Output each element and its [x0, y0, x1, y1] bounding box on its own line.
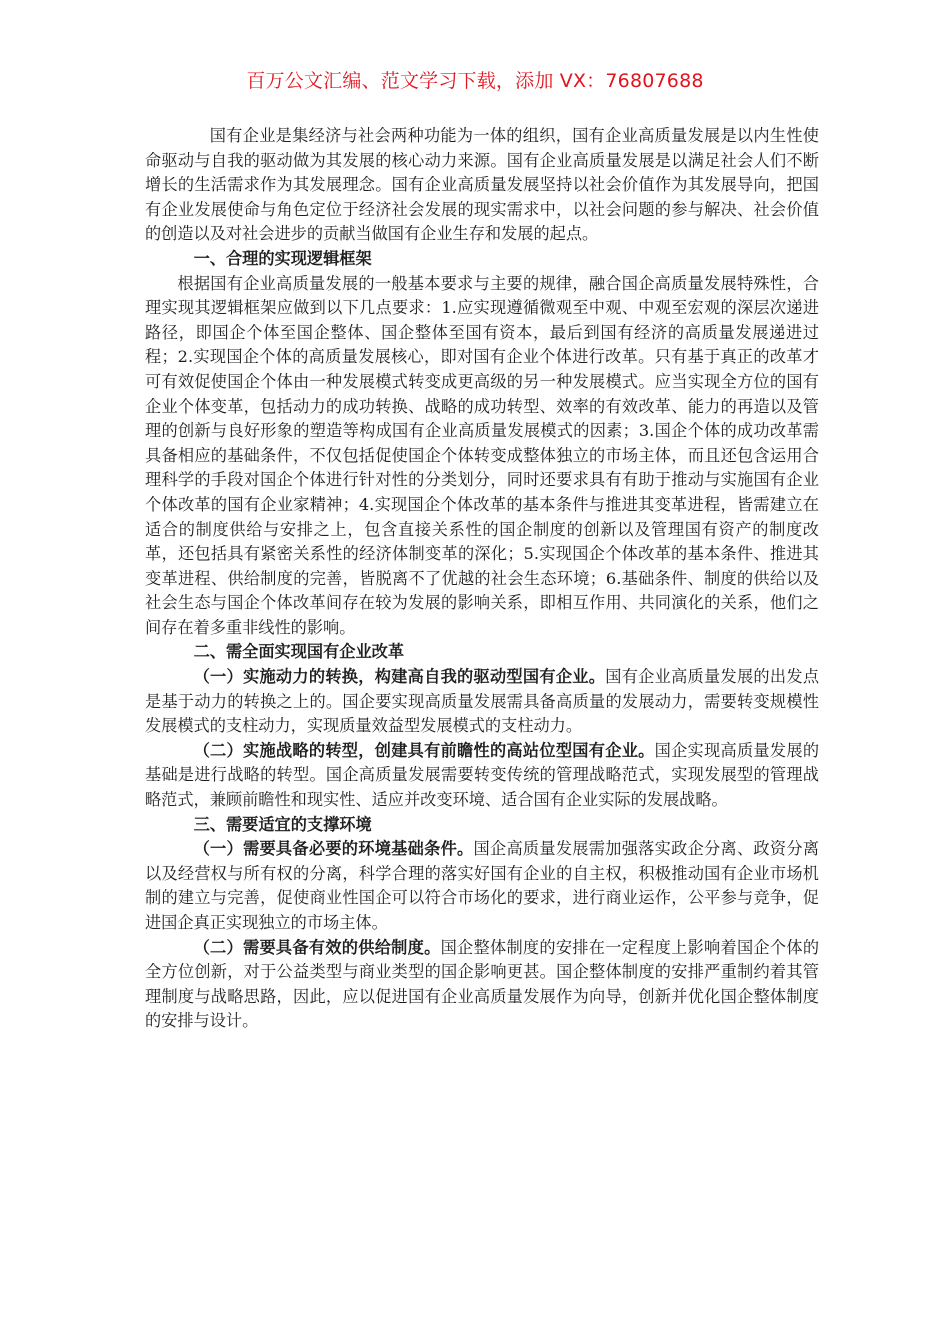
- section-2-item-1: [145, 665, 819, 739]
- item-lead-text: （一）需要具备必要的环境基础条件。: [193, 839, 474, 859]
- item-lead-text: （二）实施战略的转型，创建具有前瞻性的高站位型国有企业。: [193, 740, 655, 760]
- section-heading-2: 二、需全面实现国有企业改革: [193, 642, 405, 662]
- section-3-item-1: [145, 837, 819, 935]
- section-heading-3: 三、需要适宜的支撑环境: [193, 814, 372, 834]
- item-lead-text: （二）需要具备有效的供给制度。: [193, 937, 441, 957]
- section-3-item-2: [145, 936, 819, 1034]
- section-heading-1: 一、合理的实现逻辑框架: [193, 248, 372, 268]
- watermark-banner: 百万公文汇编、范文学习下载，添加 VX：76807688: [246, 70, 704, 92]
- section-1-paragraph: 根据国有企业高质量发展的一般基本要求与主要的规律，融合国企高质量发展特殊性，合理实现其逻辑框架应做到以下几点要求：1.应实现遵循微观至中观、中观至宏观的深层次递进路径，即国企个体至国企整体、国企整体至国有资本，最后到国有经济的高质量发展递进过程；2.实现国企个体的高质量发展核心，即对国有企业个体进行改革。只有基于真正的改革才可有效促使国企个体由一种发展模式转变成更高级的另一种发展模式。应当实现全方位的国有企业个体变革，包括动力的成功转换、战略的成功转型、效率的有效改革、能力的再造以及管理的创新与良好形象的塑造等构成国有企业高质量发展模式的因素；3.国企个体的成功改革需具备相应的基础条件，不仅包括促使国企个体转变成整体独立的市场主体，而且还包含运用合理科学的手段对国企个体进行针对性的分类划分，同时还要求具有有助于推动与实施国有企业个体改革的国有企业家精神；4.实现国企个体改革的基本条件与推进其变革进程，皆需建立在适合的制度供给与安排之上，包含直接关系性的国企制度的创新以及管理国有资产的制度改革，还包括具有紧密关系性的经济体制变革的深化；5.实现国企个体改革的基本条件、推进其变革进程、供给制度的完善，皆脱离不了优越的社会生态环境；6.基础条件、制度的供给以及社会生态与国企个体改革间存在较为发展的影响关系，即相互作用、共同演化的关系，他们之间存在着多重非线性的影响。: [145, 273, 819, 637]
- item-lead-text: （一）实施动力的转换，构建高自我的驱动型国有企业。: [193, 667, 606, 687]
- document-body: [145, 124, 819, 1034]
- item-body-text: 国企实现高质量发展的基础是进行战略的转型。国企高质量发展需要转变传统的管理战略范式，实现发展型的管理战略范式，兼顾前瞻性和现实性、适应并改变环境、适合国有企业实际的发展战略。: [145, 740, 820, 810]
- item-body-text: 国企整体制度的安排在一定程度上影响着国企个体的全方位创新，对于公益类型与商业类型的国企影响更甚。国企整体制度的安排严重制约着其管理制度与战略思路，因此，应以促进国有企业高质量发展作为向导，创新并优化国企整体制度的安排与设计。: [145, 937, 820, 1031]
- intro-paragraph: 国有企业是集经济与社会两种功能为一体的组织，国有企业高质量发展是以内生性使命驱动与自我的驱动做为其发展的核心动力来源。国有企业高质量发展是以满足社会人们不断增长的生活需求作为其发展理念。国有企业高质量发展坚持以社会价值作为其发展导向，把国有企业发展使命与角色定位于经济社会发展的现实需求中，以社会问题的参与解决、社会价值的创造以及对社会进步的贡献当做国有企业生存和发展的起点。: [145, 126, 819, 244]
- item-body-text: 国企高质量发展需加强落实政企分离、政资分离以及经营权与所有权的分离，科学合理的落实好国有企业的自主权，积极推动国有企业市场机制的建立与完善，促使商业性国企可以符合市场化的要求，进行商业运作，公平参与竞争，促进国企真正实现独立的市场主体。: [145, 839, 820, 932]
- section-2-item-2: [145, 739, 819, 813]
- item-body-text: 国有企业高质量发展的出发点是基于动力的转换之上的。国企要实现高质量发展需具备高质量的发展动力，需要转变规模性发展模式的支柱动力，实现质量效益型发展模式的支柱动力。: [145, 667, 820, 736]
